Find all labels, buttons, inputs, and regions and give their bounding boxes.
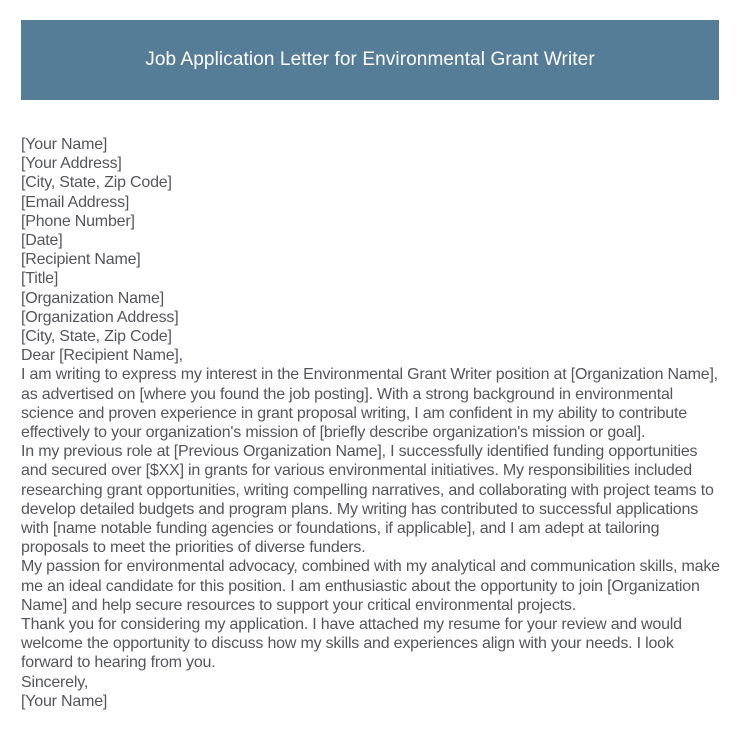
recipient-title-line: [Title] bbox=[21, 270, 59, 288]
signature-line: [Your Name] bbox=[21, 692, 108, 710]
paragraph-thanks: Thank you for considering my application. I have attached my resume for your review and would welcome the opportunity to discuss how my skills and experiences align with your needs. I look forward to hearing from you. bbox=[21, 616, 682, 672]
organization-address-line: [Organization Address] bbox=[21, 308, 179, 326]
date-line: [Date] bbox=[21, 232, 63, 250]
paragraph-experience: In my previous role at [Previous Organization Name], I successfully identified funding opportunities and secured over [$XX] in grants for various environmental initiatives. My responsibilities included researching grant opportunities, writing compelling narratives, and collaborating with project teams to develop detailed budgets and program plans. My writing has contributed to successful applications with [name notable funding agencies or foundations, if applicable], and I am adept at tailoring proposals to meet the priorities of diverse funders. bbox=[21, 443, 714, 557]
paragraph-introduction: I am writing to express my interest in the Environmental Grant Writer position at [Organization Name], as advertised on [where you found the job posting]. With a strong background in environmental science and proven experience in grant proposal writing, I am confident in my ability to contribute effectively to your organization's mission of [briefly describe organization's mission or goal]. bbox=[21, 366, 718, 442]
letter-body bbox=[21, 135, 720, 711]
sender-phone-line: [Phone Number] bbox=[21, 212, 135, 230]
sender-email-line: [Email Address] bbox=[21, 193, 130, 211]
recipient-name-line: [Recipient Name] bbox=[21, 251, 141, 269]
sender-name-line: [Your Name] bbox=[21, 136, 108, 153]
closing-line: Sincerely, bbox=[21, 673, 89, 691]
recipient-city-line: [City, State, Zip Code] bbox=[21, 328, 172, 346]
sender-city-line: [City, State, Zip Code] bbox=[21, 174, 172, 192]
paragraph-motivation: My passion for environmental advocacy, combined with my analytical and communication skills, make me an ideal candidate for this position. I am enthusiastic about the opportunity to join [Organization Name] and help secure resources to support your critical environmental projects. bbox=[21, 558, 720, 614]
page-title: Job Application Letter for Environmental Grant Writer bbox=[145, 49, 595, 70]
sender-address-line: [Your Address] bbox=[21, 155, 122, 173]
salutation-line: Dear [Recipient Name], bbox=[21, 347, 183, 365]
letter-title-banner bbox=[21, 20, 719, 100]
organization-name-line: [Organization Name] bbox=[21, 289, 164, 307]
